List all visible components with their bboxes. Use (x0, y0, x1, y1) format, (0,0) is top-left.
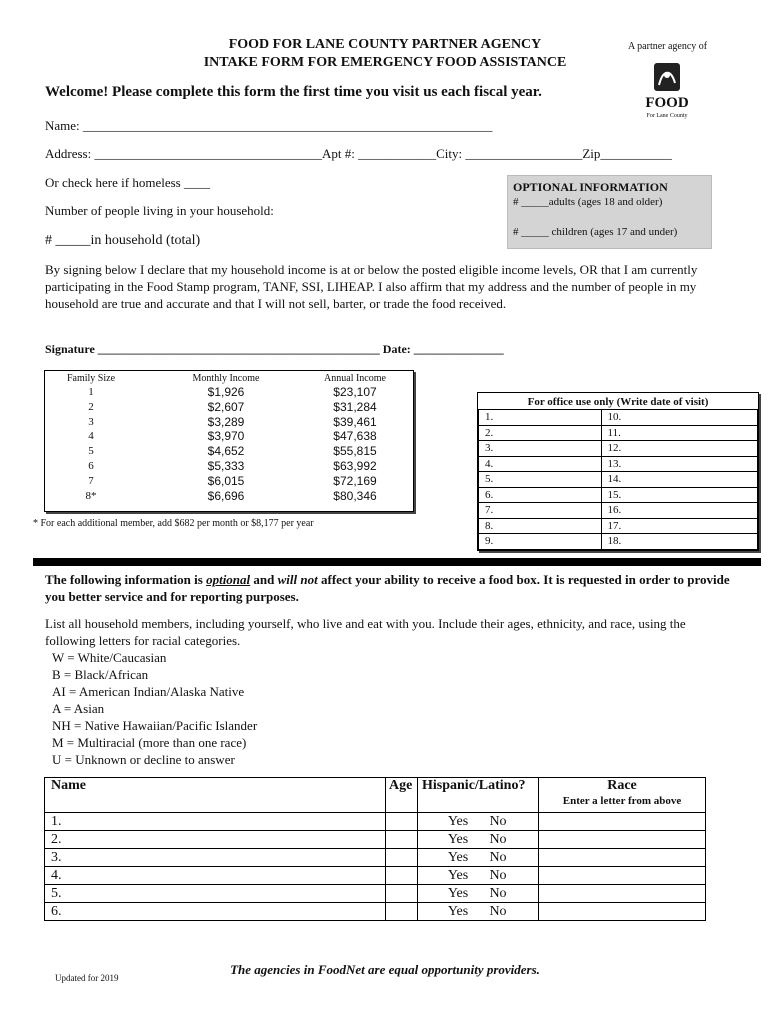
monthly-income-header: Monthly Income (192, 373, 260, 384)
optional-information-box (507, 175, 712, 249)
monthly-income-cell: $6,696 (207, 488, 245, 503)
visit-date-cell[interactable]: 8. (479, 518, 602, 534)
household-members-table (44, 777, 706, 921)
annual-income-header: Annual Income (324, 373, 386, 384)
visit-date-cell[interactable]: 2. (479, 425, 602, 441)
visit-date-cell[interactable]: 15. (601, 487, 757, 503)
children-count-field[interactable]: # _____ children (ages 17 and under) (513, 226, 678, 238)
member-age-cell[interactable] (386, 831, 418, 849)
member-name-cell[interactable]: 1. (45, 813, 386, 831)
family-size-cell: 8* (85, 489, 97, 502)
race-code-item: NH = Native Hawaiian/Pacific Islander (52, 718, 258, 733)
logo-icon (645, 63, 689, 121)
visit-date-cell[interactable]: 1. (479, 410, 602, 426)
visit-date-table (478, 409, 758, 550)
visit-date-cell[interactable]: 4. (479, 456, 602, 472)
yes-option[interactable]: Yes (447, 867, 469, 883)
race-header-subtitle: Enter a letter from above (562, 795, 682, 807)
member-age-cell[interactable] (386, 885, 418, 903)
visit-date-cell[interactable]: 6. (479, 487, 602, 503)
address-field[interactable]: Address: ___________________________________Apt #: ____________City: __________________Zip___________ (45, 146, 672, 161)
annual-income-cell: $23,107 (333, 385, 377, 399)
yes-option[interactable]: Yes (447, 885, 469, 901)
name-field[interactable]: Name: _______________________________________________________________ (45, 118, 493, 133)
household-count-label: Number of people living in your household: (45, 203, 274, 218)
visit-date-cell[interactable]: 11. (601, 425, 757, 441)
monthly-income-cell: $6,015 (207, 473, 245, 488)
visit-date-cell[interactable]: 13. (601, 456, 757, 472)
family-size-column (45, 385, 137, 503)
hispanic-choice-cell[interactable] (418, 831, 539, 849)
family-size-header: Family Size (66, 373, 116, 384)
no-option[interactable]: No (489, 849, 507, 865)
member-race-cell[interactable] (539, 885, 706, 903)
section-divider (33, 558, 761, 566)
monthly-income-cell: $3,970 (207, 429, 245, 444)
visit-date-cell[interactable]: 12. (601, 441, 757, 457)
yes-option[interactable]: Yes (447, 903, 469, 919)
visit-date-cell[interactable]: 3. (479, 441, 602, 457)
hispanic-choice-cell[interactable] (418, 885, 539, 903)
member-name-cell[interactable]: 6. (45, 903, 386, 921)
member-race-cell[interactable] (539, 903, 706, 921)
welcome-message: Welcome! Please complete this form the first time you visit us each fiscal year. (45, 84, 542, 100)
no-option[interactable]: No (489, 867, 507, 883)
family-size-cell: 5 (88, 445, 94, 458)
family-size-cell: 4 (88, 430, 94, 443)
monthly-income-cell: $3,289 (207, 414, 245, 429)
visit-date-cell[interactable]: 14. (601, 472, 757, 488)
notice-part2: and (250, 572, 278, 587)
member-race-cell[interactable] (539, 849, 706, 867)
member-name-cell[interactable]: 3. (45, 849, 386, 867)
race-code-item: M = Multiracial (more than one race) (52, 735, 247, 750)
office-use-heading: For office use only (Write date of visit) (527, 396, 709, 408)
income-eligibility-table (44, 370, 414, 512)
homeless-checkbox-field[interactable]: Or check here if homeless ____ (45, 175, 210, 190)
family-size-cell: 3 (88, 415, 94, 428)
annual-income-cell: $47,638 (333, 429, 377, 444)
race-code-item: U = Unknown or decline to answer (52, 752, 235, 767)
age-column-header: Age (386, 778, 418, 813)
notice-part1: The following information is (45, 572, 207, 587)
visit-date-cell[interactable]: 18. (601, 534, 757, 550)
member-age-cell[interactable] (386, 849, 418, 867)
member-race-cell[interactable] (539, 813, 706, 831)
optional-info-notice (45, 571, 735, 605)
income-footnote: * For each additional member, add $682 per month or $8,177 per year (33, 518, 314, 529)
annual-income-column (302, 385, 408, 503)
yes-option[interactable]: Yes (447, 849, 469, 865)
visit-date-cell[interactable]: 16. (601, 503, 757, 519)
monthly-income-cell: $5,333 (207, 458, 245, 473)
no-option[interactable]: No (489, 903, 507, 919)
partner-agency-label: A partner agency of (628, 41, 708, 52)
income-declaration-text: By signing below I declare that my household income is at or below the posted eligible income levels, OR that I am currently participating in the Food Stamp program, TANF, SSI, LIHEAP. I also affirm that my address and the number of people in my household are true and accurate and that I will not sell, barter, or trade the food received. (45, 262, 698, 311)
race-header-label: Race (607, 778, 637, 793)
updated-year-note: Updated for 2019 (55, 973, 119, 983)
notice-will-not: will not (277, 572, 318, 587)
family-size-cell: 7 (88, 474, 94, 487)
form-title-line2: INTAKE FORM FOR EMERGENCY FOOD ASSISTANCE (203, 55, 567, 70)
hispanic-column-header: Hispanic/Latino? (418, 778, 539, 813)
hispanic-choice-cell[interactable] (418, 849, 539, 867)
annual-income-cell: $31,284 (333, 399, 377, 414)
monthly-income-column (171, 385, 281, 503)
yes-option[interactable]: Yes (447, 813, 469, 829)
visit-date-cell[interactable]: 7. (479, 503, 602, 519)
race-code-item: AI = American Indian/Alaska Native (52, 684, 245, 699)
logo-subtext: For Lane County (646, 113, 688, 119)
race-code-list (52, 649, 257, 768)
name-column-header: Name (45, 778, 386, 813)
hispanic-choice-cell[interactable] (418, 867, 539, 885)
household-list-instructions: List all household members, including yourself, who live and eat with you. Include their ages, ethnicity, and race, using the following letters for racial categories. (45, 616, 686, 648)
monthly-income-cell: $4,652 (207, 444, 245, 459)
visit-date-cell[interactable]: 5. (479, 472, 602, 488)
annual-income-cell: $55,815 (333, 444, 377, 459)
member-race-cell[interactable] (539, 831, 706, 849)
hispanic-choice-cell[interactable] (418, 813, 539, 831)
optional-info-heading: OPTIONAL INFORMATION (513, 180, 668, 194)
monthly-income-cell: $1,926 (207, 385, 245, 399)
notice-optional-word: optional (206, 572, 251, 587)
household-total-field[interactable]: # _____in household (total) (45, 233, 201, 248)
annual-income-cell: $72,169 (333, 473, 377, 488)
race-code-item: B = Black/African (52, 667, 149, 682)
logo-text: FOOD (645, 95, 689, 111)
race-column-header (539, 778, 706, 813)
yes-option[interactable]: Yes (447, 831, 469, 847)
annual-income-cell: $80,346 (333, 488, 377, 503)
family-size-cell: 1 (88, 386, 94, 398)
no-option[interactable]: No (489, 885, 507, 901)
member-name-cell[interactable]: 4. (45, 867, 386, 885)
visit-date-cell[interactable]: 10. (601, 410, 757, 426)
race-code-item: A = Asian (52, 701, 105, 716)
no-option[interactable]: No (489, 813, 507, 829)
notice-part3: affect your ability to receive a food box. It is requested in order to provide you better service and for reporting purposes. (45, 572, 730, 604)
monthly-income-cell: $2,607 (207, 399, 245, 414)
member-age-cell[interactable] (386, 867, 418, 885)
hispanic-choice-cell[interactable] (418, 903, 539, 921)
family-size-cell: 6 (88, 459, 94, 472)
annual-income-cell: $39,461 (333, 414, 377, 429)
visit-date-cell[interactable]: 9. (479, 534, 602, 550)
member-name-cell[interactable]: 2. (45, 831, 386, 849)
office-use-box (477, 392, 759, 551)
member-name-cell[interactable]: 5. (45, 885, 386, 903)
race-code-item: W = White/Caucasian (52, 650, 167, 665)
member-age-cell[interactable] (386, 813, 418, 831)
visit-date-cell[interactable]: 17. (601, 518, 757, 534)
annual-income-cell: $63,992 (333, 458, 377, 473)
family-size-cell: 2 (88, 400, 94, 413)
member-age-cell[interactable] (386, 903, 418, 921)
equal-opportunity-statement: The agencies in FoodNet are equal opportunity providers. (230, 962, 540, 977)
food-for-lane-county-logo (645, 63, 689, 121)
adults-count-field[interactable]: # _____adults (ages 18 and older) (513, 196, 663, 208)
no-option[interactable]: No (489, 831, 507, 847)
form-title-line1: FOOD FOR LANE COUNTY PARTNER AGENCY (228, 37, 542, 52)
member-race-cell[interactable] (539, 867, 706, 885)
signature-date-field[interactable]: Signature _______________________________________________ Date: _______________ (45, 342, 504, 356)
